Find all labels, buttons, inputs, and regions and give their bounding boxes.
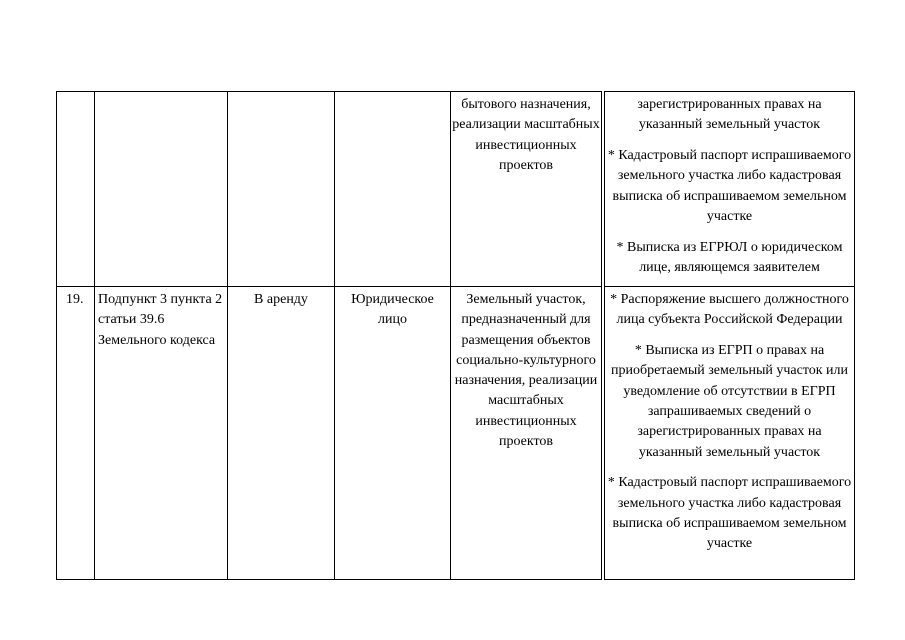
table-cell-documents	[605, 290, 854, 555]
table-border	[334, 91, 335, 580]
table-cell-right	[228, 290, 334, 310]
table-border	[604, 286, 855, 287]
document-item: зарегистрированных правах на указанный земельный участок	[637, 97, 822, 133]
table-cell-purpose	[451, 290, 601, 452]
cell-text: В аренду	[254, 292, 308, 307]
document-item: * Выписка из ЕГРП о правах на приобретаемый земельный участок или уведомление об отсутствии в ЕГРП запрашиваемых сведений о зарегистрированных правах на указанный земельный участок	[610, 343, 849, 460]
cell-text: бытового назначения, реализации масштабных инвестиционных проектов	[452, 97, 600, 173]
table-border	[604, 579, 855, 580]
table-cell-purpose	[451, 95, 601, 176]
table-cell-basis	[98, 290, 225, 351]
cell-text: Юридическое лицо	[351, 292, 434, 328]
cell-text: Подпункт 3 пункта 2 статьи 39.6 Земельного кодекса	[98, 292, 223, 348]
document-item: * Кадастровый паспорт испрашиваемого земельного участка либо кадастровая выписка об испрашиваемом земельном участке	[607, 475, 852, 552]
table-border	[56, 91, 602, 92]
table-border	[94, 91, 95, 580]
table-cell-documents	[605, 95, 854, 278]
table-border	[854, 91, 855, 580]
document-item: * Кадастровый паспорт испрашиваемого земельного участка либо кадастровая выписка об испрашиваемом земельном участке	[607, 148, 852, 224]
table-cell-number	[66, 290, 94, 310]
table-border	[56, 91, 57, 580]
table-border	[56, 286, 602, 287]
table-cell-applicant	[335, 290, 450, 331]
document-item: * Выписка из ЕГРЮЛ о юридическом лице, являющемся заявителем	[616, 239, 843, 276]
cell-text: Земельный участок, предназначенный для размещения объектов социально-культурного назначения, реализации масштабных инвестиционных проектов	[454, 292, 598, 450]
table-border	[601, 91, 602, 580]
table-border	[227, 91, 228, 580]
table-border	[604, 91, 855, 92]
document-item: * Распоряжение высшего должностного лица субъекта Российской Федерации	[610, 292, 849, 328]
row-number: 19.	[66, 292, 84, 307]
table-border	[56, 579, 602, 580]
